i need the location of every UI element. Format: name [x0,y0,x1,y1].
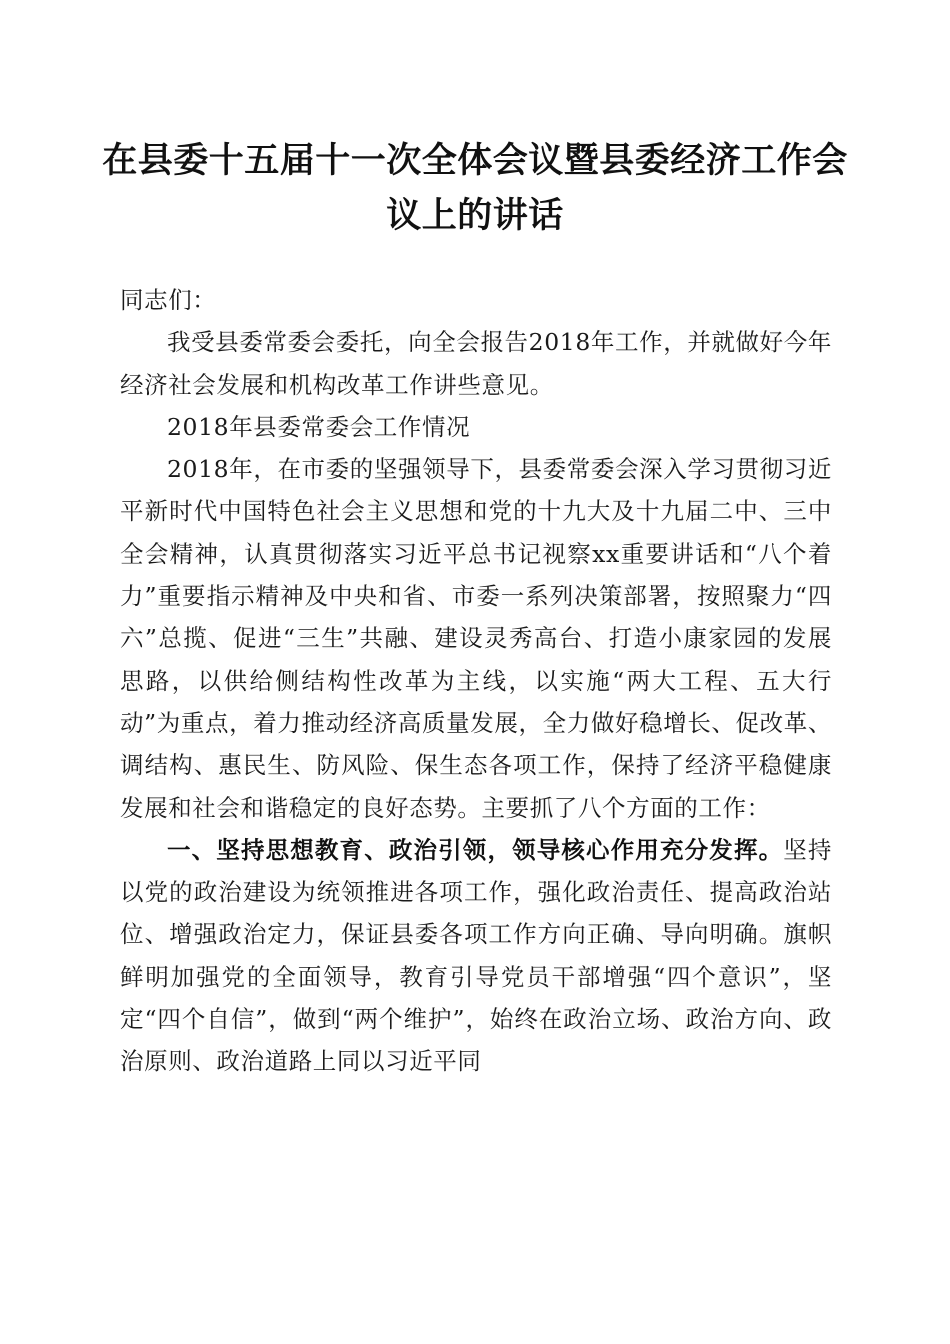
section-heading [120,406,832,448]
paragraph-intro [120,321,832,406]
document-body [120,279,832,1083]
paragraph-overview [120,448,832,829]
section-heading-text: 2018年县委常委会工作情况 [167,412,471,441]
paragraph-text: 2018年，在市委的坚强领导下，县委常委会深入学习贯彻习近平新时代中国特色社会主义思想和党的十九大及十九届二中、三中全会精神，认真贯彻落实习近平总书记视察xx重要讲话和“八个着力”重要指示精神及中央和省、市委一系列决策部署，按照聚力“四六”总揽、促进“三生”共融、建设灵秀高台、打造小康家园的发展思路，以供给侧结构性改革为主线，以实施“两大工程、五大行动”为重点，着力推动经济高质量发展，全力做好稳增长、促改革、调结构、惠民生、防风险、保生态各项工作，保持了经济平稳健康发展和社会和谐稳定的良好态势。主要抓了八个方面的工作： [120,455,832,822]
salutation: 同志们： [120,286,217,314]
point-one-lead: 一、坚持思想教育、政治引领，领导核心作用充分发挥。 [167,835,784,864]
paragraph-point-one [120,829,832,1083]
paragraph-text: 我受县委常委会委托，向全会报告2018年工作，并就做好今年经济社会发展和机构改革工作讲些意见。 [120,328,832,399]
document-title: 在县委十五届十一次全体会议暨县委经济工作会议上的讲话 [102,140,848,236]
paragraph-text: 坚持以党的政治建设为统领推进各项工作，强化政治责任、提高政治站位、增强政治定力，保证县委各项工作方向正确、导向明确。旗帜鲜明加强党的全面领导，教育引导党员干部增强“四个意识”，坚定“四个自信”，做到“两个维护”，始终在政治立场、政治方向、政治原则、政治道路上同以习近平同 [120,835,833,1076]
